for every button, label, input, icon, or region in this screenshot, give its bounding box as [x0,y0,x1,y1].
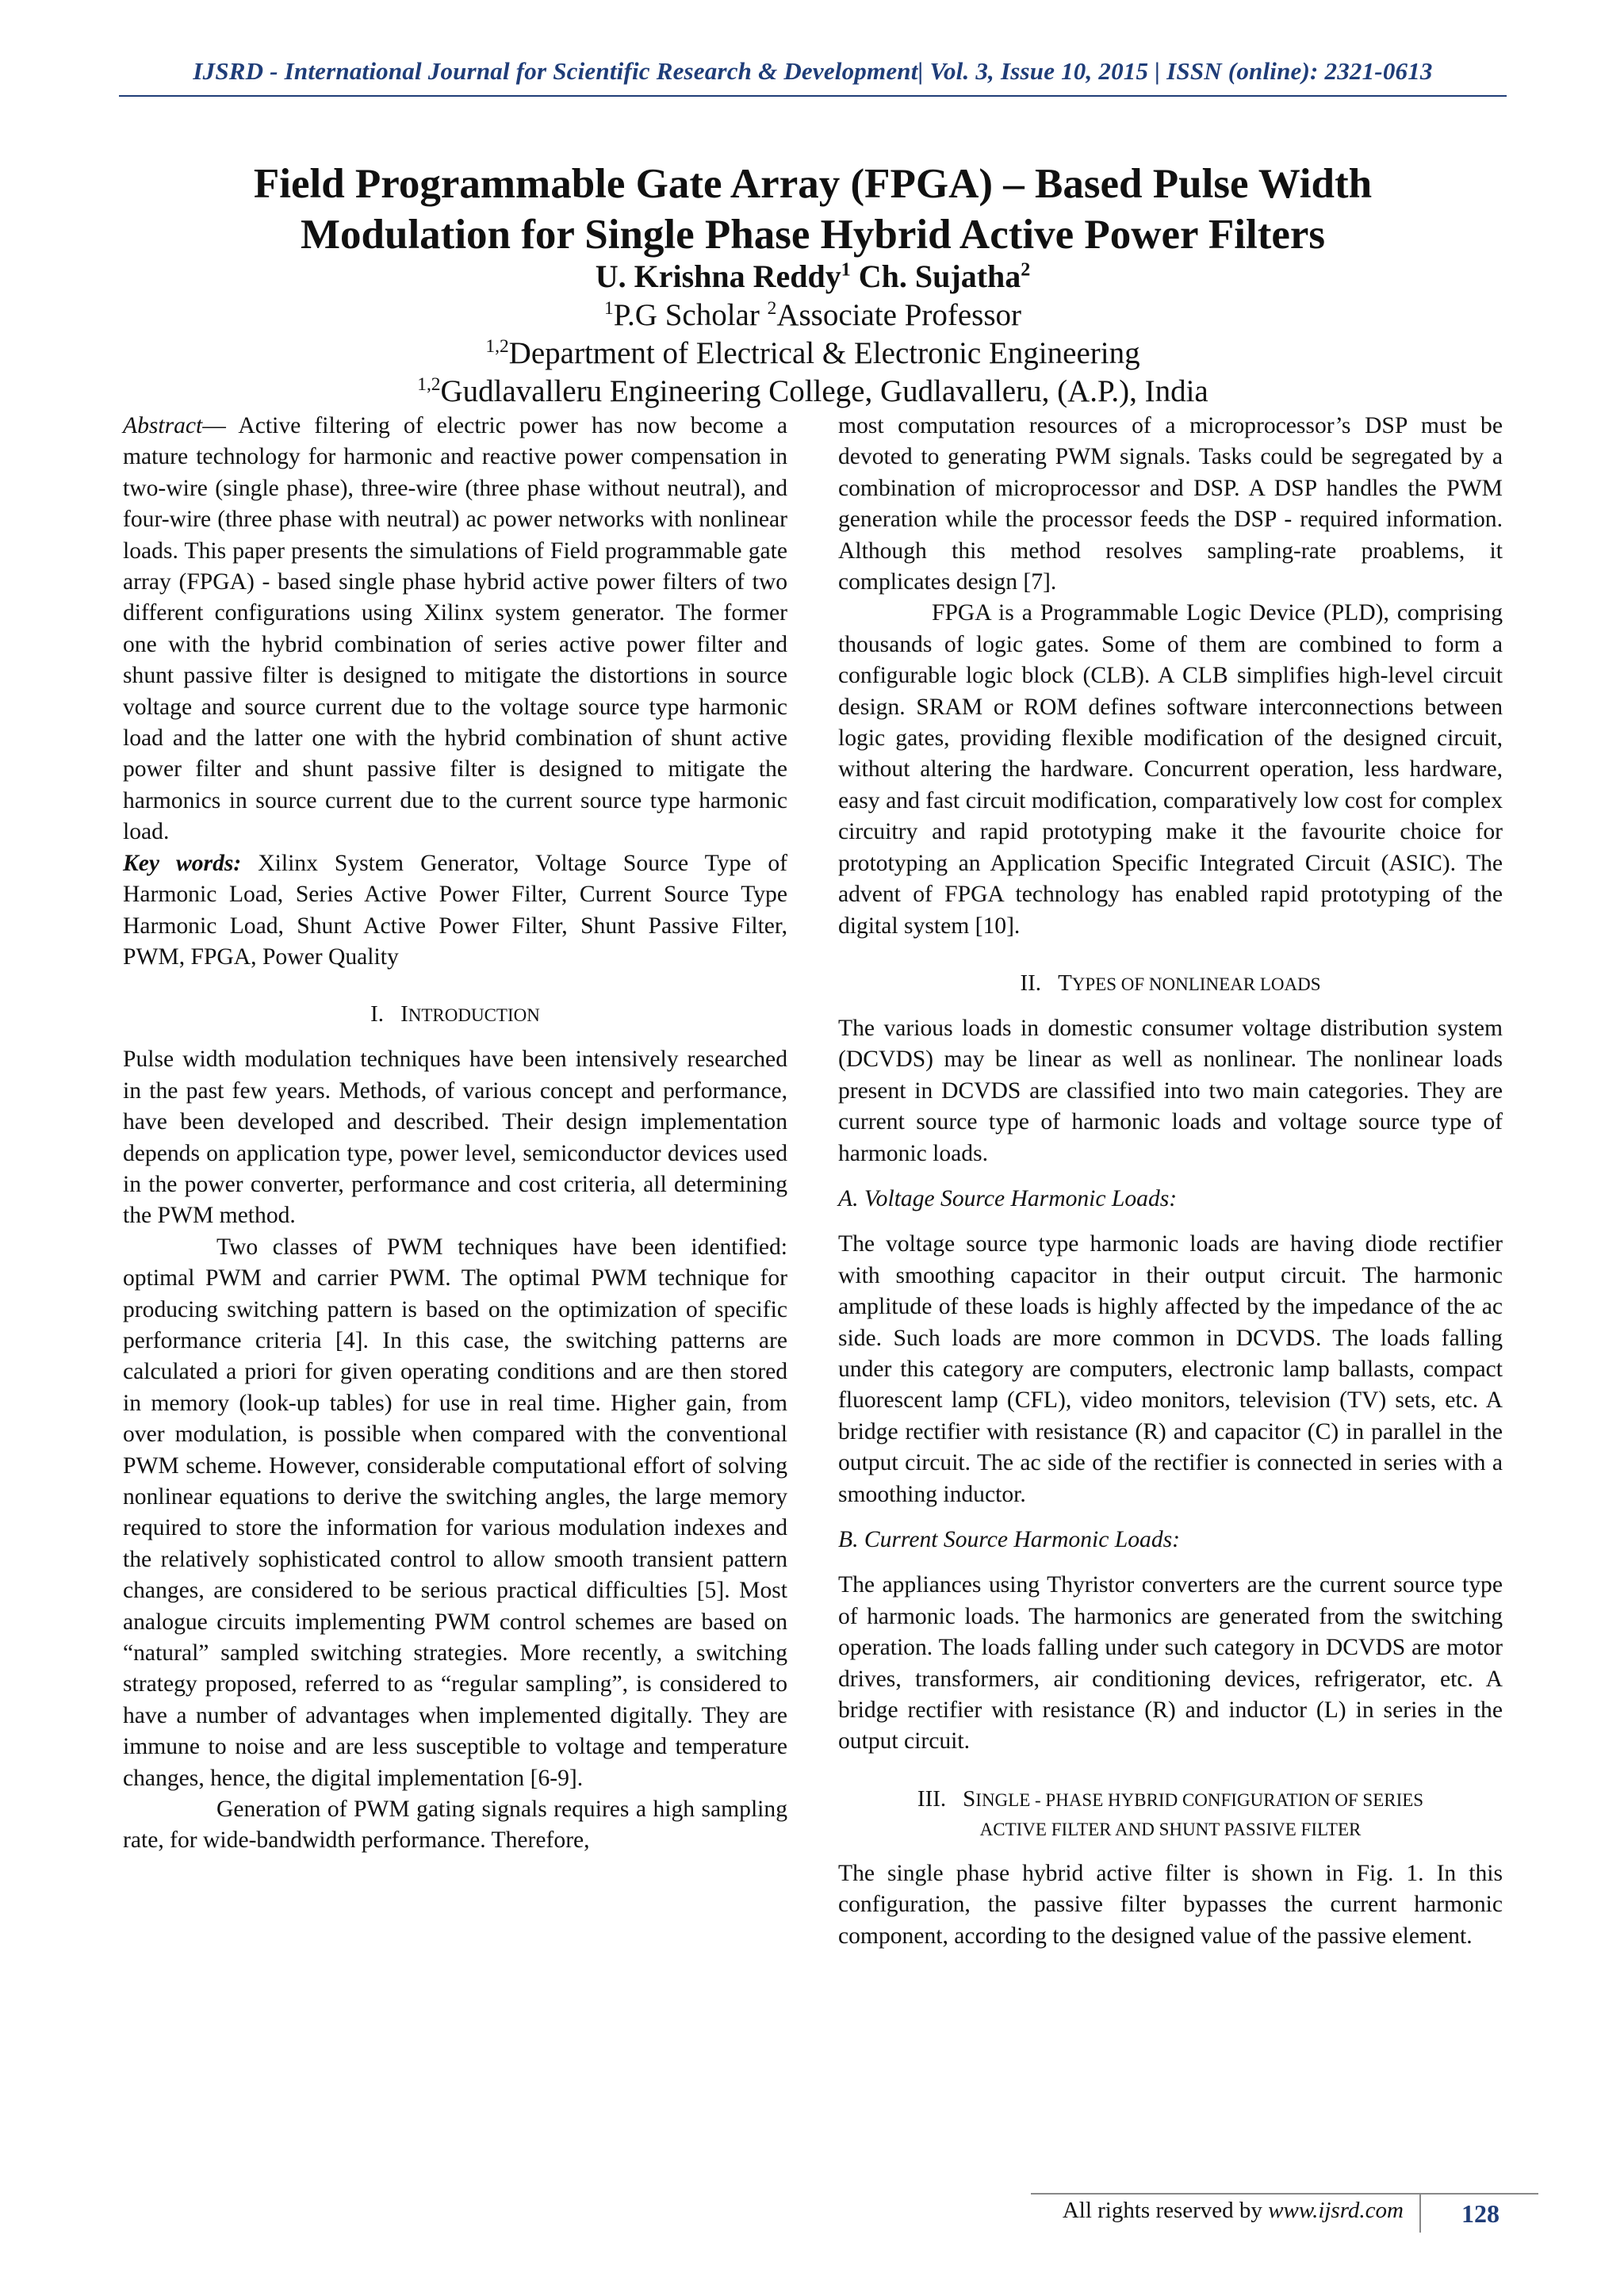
footer-rights: All rights reserved by www.ijsrd.com [1062,2198,1404,2223]
author-line [119,257,1507,297]
voltage-source-paragraph: The voltage source type harmonic loads are having diode rectifier with smoothing capacitor in their output circuit. The harmonic amplitude of these loads is highly affected by the impedance of the ac side. Such loads are more common in DCVDS. The loads falling under this category are computers, electronic lamp ballasts, compact fluorescent lamp (CFL), video monitors, television (TV) sets, etc. A bridge rectifier with resistance (R) and capacitor (C) in parallel in the output circuit. The ac side of the rectifier is connected in series with a smoothing inductor. [838,1231,1503,1507]
affiliation-roles: $^1$P.G Scholar $^2$Associate Professor [603,298,1021,332]
keywords-text: Xilinx System Generator, Voltage Source Type of Harmonic Load, Series Active Power Filter, Current Source Type Harmonic Load, Shunt Active Power Filter, Shunt Passive Filter, PWM, FPGA, Power Quality [123,850,787,970]
header-divider [119,95,1507,97]
author-2-sup: 2 [1021,259,1031,281]
intro-paragraph-1: Pulse width modulation techniques have been intensively researched in the past few years. Methods, of various concept and performance, have been developed and described. Their design implementation depends on application type, power level, semiconductor devices used in the power converter, performance and cost criteria, all determining the PWM method. [123,1047,787,1229]
section-heading-nonlinear-loads: II. TYPES OF NONLINEAR LOADS [1020,970,1321,996]
keywords [123,848,787,974]
keywords-label: Key words: [123,850,242,876]
left-column [123,411,787,1857]
role-1: P.G Scholar [613,298,768,332]
intro-paragraph-2: Two classes of PWM techniques have been identified: optimal PWM and carrier PWM. The optimal PWM technique for producing switching pattern is based on the optimization of specific performance criteria [4]. In this case, the switching patterns are calculated a priori for given operating conditions and are then stored in memory (look-up tables) for use in real time. Higher gain, from over modulation, is possible when compared with the conventional PWM scheme. However, considerable computational effort of solving nonlinear equations to derive the switching angles, the large memory required to store the information for various modulation indexes and the relatively sophisticated control to allow smooth transient pattern changes, are considered to be serious practical difficulties [5]. Most analogue circuits implementing PWM control schemes are based on “natural” sampled switching strategies. More recently, a switching strategy proposed, referred to as “regular sampling”, is considered to have a number of advantages when implemented digitally. They are immune to noise and are less susceptible to voltage and temperature changes, hence, the digital implementation [6-9]. [123,1234,787,1791]
affiliation-department: $^{1,2}$Department of Electrical & Electronic Engineering [485,336,1140,370]
current-source-paragraph: The appliances using Thyristor converters are the current source type of harmonic loads. The harmonics are generated from the switching operation. The loads falling under such category in DCVDS are motor drives, transformers, air conditioning devices, refrigerator, etc. A bridge rectifier with resistance (R) and inductor (L) in series in the output circuit. [838,1572,1503,1755]
abstract: Abstract— Active filtering of electric power has now become a mature technology for harmonic and reactive power compensation in two-wire (single phase), three-wire (three phase without neutral), and four-wire (three phase with neutral) ac power networks with nonlinear loads. This paper presents the simulations of Field programmable gate array (FPGA) - based single phase hybrid active power filters of two different configurations using Xilinx system generator. The former one with the hybrid combination of series active power filter and shunt passive filter is designed to mitigate the distortions in source voltage and source current due to the voltage source type harmonic load and the latter one with the hybrid combination of shunt active power filter and shunt passive filter is designed to mitigate the harmonics in source current due to the current source type harmonic load. [123,413,787,845]
footer-website-link[interactable]: www.ijsrd.com [1268,2198,1404,2223]
intro-paragraph-3: Generation of PWM gating signals requires a high sampling rate, for wide-bandwidth performance. Therefore, [123,1797,787,1854]
intro-paragraph-3-continued: most computation resources of a microprocessor’s DSP must be devoted to generating PWM signals. Tasks could be segregated by a combination of microprocessor and DSP. A DSP handles the PWM generation while the processor feeds the DSP - required information. Although this method resolves sampling-rate proablems, it complicates design [7]. [838,413,1503,595]
paper-title [119,159,1507,260]
role-2: Associate Professor [776,298,1021,332]
page-number: 128 [1419,2195,1540,2233]
section-heading-introduction: I. INTRODUCTION [370,1001,540,1027]
author-1: U. Krishna Reddy [595,258,841,294]
author-2: Ch. Sujatha [858,258,1021,294]
author-1-sup: 1 [841,259,851,281]
subheading-current-source: B. Current Source Harmonic Loads: [838,1527,1181,1552]
title-line-2: Modulation for Single Phase Hybrid Active Power Filters [300,212,1326,258]
affiliation-college: $^{1,2}$Gudlavalleru Engineering College, Gudlavalleru, (A.P.), India [417,374,1208,408]
section-heading-hybrid-configuration: III. SINGLE - PHASE HYBRID CONFIGURATION OF SERIES ACTIVE FILTER AND SHUNT PASSIVE FILTER [917,1785,1424,1839]
abstract-text: Active filtering of electric power has now become a mature technology for harmonic and reactive power compensation in two-wire (single phase), three-wire (three phase without neutral), and four-wire (three phase with neutral) ac power networks with nonlinear loads. This paper presents the simulations of Field programmable gate array (FPGA) - based single phase hybrid active power filters of two different configurations using Xilinx system generator. The former one with the hybrid combination of series active power filter and shunt passive filter is designed to mitigate the distortions in source voltage and source current due to the voltage source type harmonic load and the latter one with the hybrid combination of shunt active power filter and shunt passive filter is designed to mitigate the harmonics in source current due to the current source type harmonic load. [123,413,787,845]
subheading-voltage-source: A. Voltage Source Harmonic Loads: [838,1185,1178,1211]
journal-header: IJSRD - International Journal for Scientific Research & Development| Vol. 3, Issue 10, 2015 | ISSN (online): 2321-0613 [193,57,1433,85]
hybrid-paragraph: The single phase hybrid active filter is shown in Fig. 1. In this configuration, the passive filter bypasses the current harmonic component, according to the designed value of the passive element. [838,1860,1503,1949]
intro-paragraph-4: FPGA is a Programmable Logic Device (PLD), comprising thousands of logic gates. Some of them are combined to form a configurable logic block (CLB). A CLB simplifies high-level circuit design. SRAM or ROM defines software interconnections between logic gates, providing flexible modification of the designed circuit, without altering the hardware. Concurrent operation, less hardware, easy and fast circuit modification, comparatively low cost for complex circuitry and rapid prototyping make it the favourite choice for prototyping an Application Specific Integrated Circuit (ASIC). The advent of FPGA technology has enabled rapid prototyping of the digital system [10]. [838,600,1503,939]
loads-paragraph: The various loads in domestic consumer voltage distribution system (DCVDS) may be linear as well as nonlinear. The nonlinear loads present in DCVDS are classified into two main categories. They are current source type of harmonic loads and voltage source type of harmonic loads. [838,1015,1503,1166]
right-column [838,411,1503,1952]
title-line-1: Field Programmable Gate Array (FPGA) – Based Pulse Width [253,161,1373,207]
abstract-label: Abstract [123,413,203,438]
